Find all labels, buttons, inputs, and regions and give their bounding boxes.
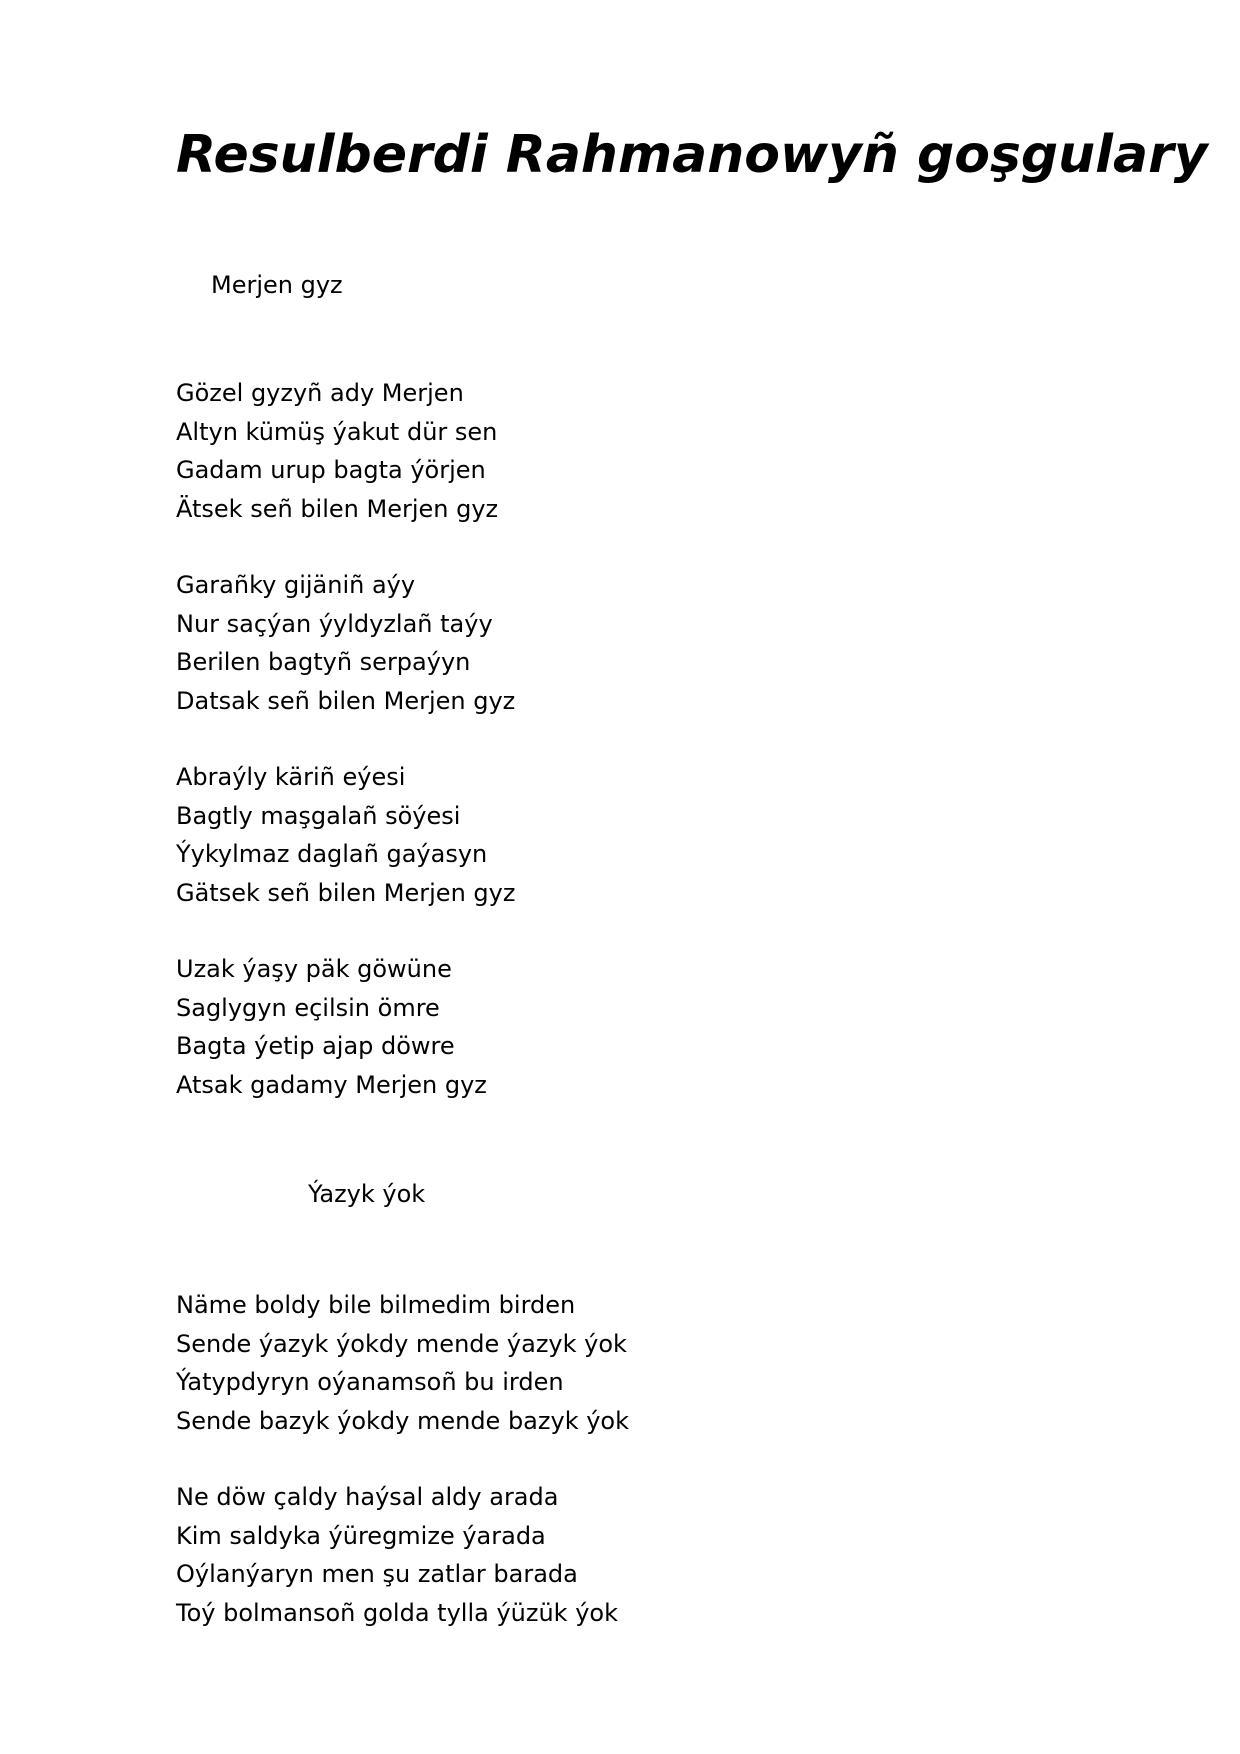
poem-line: Ätsek señ bilen Merjen gyz xyxy=(176,494,499,523)
poem1-stanza-4 xyxy=(176,950,487,1104)
poem-line: Bagtly maşgalañ söýesi xyxy=(176,801,461,830)
poem-line: Gözel gyzyñ ady Merjen xyxy=(176,379,464,407)
poem-line: Ne döw çaldy haýsal aldy arada xyxy=(176,1483,559,1511)
poem-line: Nur saçýan ýyldyzlañ taýy xyxy=(176,609,493,638)
poem-line: Toý bolmansoñ golda tylla ýüzük ýok xyxy=(176,1598,618,1627)
poem-line: Gätsek señ bilen Merjen gyz xyxy=(176,878,516,907)
poem1-stanza-1 xyxy=(176,374,498,528)
poem-title-yazyk-yok: Ýazyk ýok xyxy=(308,1180,426,1208)
poem-line: Datsak señ bilen Merjen gyz xyxy=(176,686,516,715)
poem-line: Kim saldyka ýüregmize ýarada xyxy=(176,1521,546,1550)
poem-line: Bagta ýetip ajap döwre xyxy=(176,1032,455,1060)
poem-line: Sende ýazyk ýokdy mende ýazyk ýok xyxy=(176,1329,627,1358)
poem2-stanza-2 xyxy=(176,1478,618,1632)
poem-line: Ýatypdyryn oýanamsoñ bu irden xyxy=(176,1368,564,1396)
document-title: Resulberdi Rahmanowyñ goşgulary xyxy=(176,125,1208,185)
poem-line: Saglygyn eçilsin ömre xyxy=(176,993,440,1022)
poem-line: Näme boldy bile bilmedim birden xyxy=(176,1291,576,1319)
poem-line: Berilen bagtyñ serpaýyn xyxy=(176,648,471,676)
poem-line: Uzak ýaşy päk göwüne xyxy=(176,955,452,983)
poem-line: Atsak gadamy Merjen gyz xyxy=(176,1070,487,1099)
poem-line: Sende bazyk ýokdy mende bazyk ýok xyxy=(176,1406,629,1435)
poem-title-merjen-gyz: Merjen gyz xyxy=(211,271,343,299)
poem1-stanza-3 xyxy=(176,758,515,912)
poem-line: Gadam urup bagta ýörjen xyxy=(176,456,486,484)
poem-line: Abraýly käriñ eýesi xyxy=(176,763,406,791)
poem-line: Ýykylmaz daglañ gaýasyn xyxy=(176,840,488,868)
poem2-stanza-1 xyxy=(176,1286,629,1440)
poem-line: Oýlanýaryn men şu zatlar barada xyxy=(176,1560,578,1588)
poem-line: Garañky gijäniñ aýy xyxy=(176,571,416,599)
poem1-stanza-2 xyxy=(176,566,515,720)
poem-line: Altyn kümüş ýakut dür sen xyxy=(176,417,498,446)
